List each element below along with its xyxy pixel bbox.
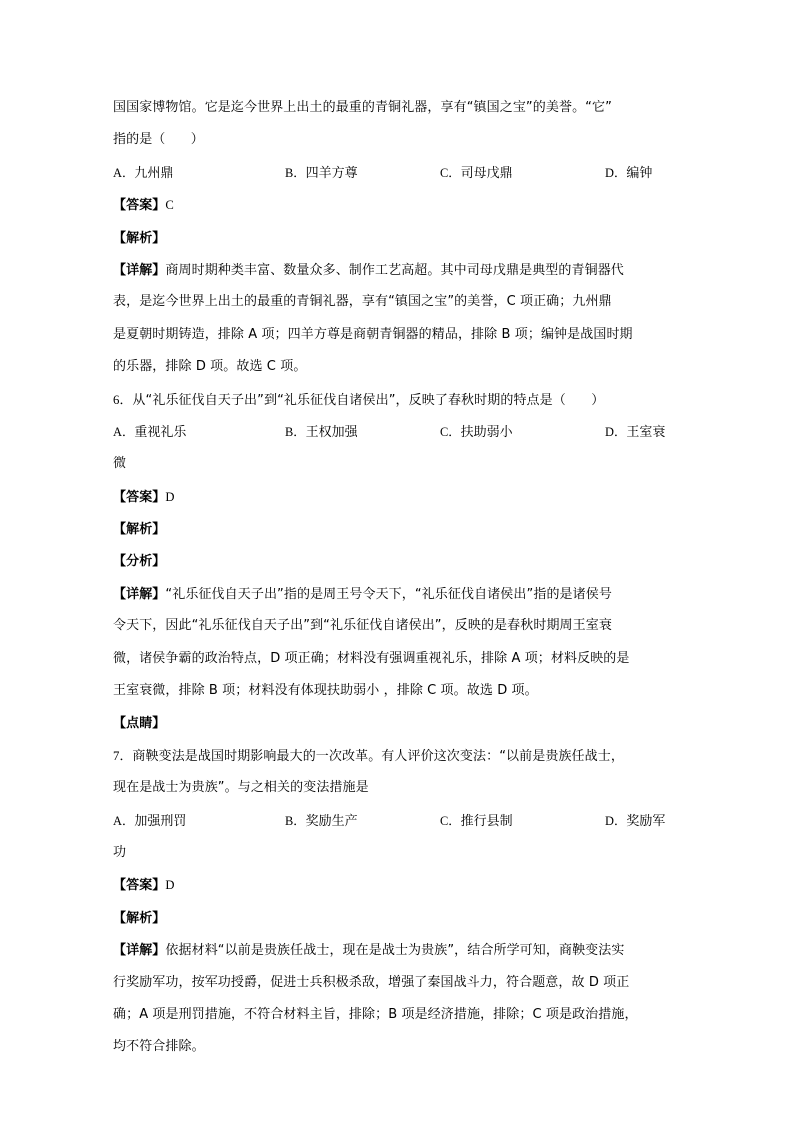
option-d[interactable] bbox=[605, 157, 652, 190]
option-text: 扶助弱小 bbox=[460, 424, 513, 440]
detail-text: 依据材料“以前是贵族任战士，现在是战士为贵族”，结合所学可知，商鞅变法实 bbox=[165, 943, 625, 959]
option-letter: D． bbox=[605, 165, 627, 180]
answer-line bbox=[113, 869, 683, 901]
section-label-text: 【解析】 bbox=[113, 522, 166, 538]
option-a[interactable] bbox=[113, 805, 186, 838]
option-text: 重视礼乐 bbox=[134, 424, 187, 440]
option-text: 王权加强 bbox=[305, 424, 358, 440]
detail-text: 商周时期种类丰富、数量众多、制作工艺高超。其中司母戊鼎是典型的青铜器代 bbox=[165, 262, 624, 278]
option-text: 四羊方尊 bbox=[305, 165, 358, 181]
answer-value: D bbox=[165, 489, 175, 504]
detail-line bbox=[113, 578, 683, 610]
section-label-text: 【解析】 bbox=[113, 910, 166, 926]
detail-line: 行奖励军功，按军功授爵，促进士兵积极杀敌，增强了秦国战斗力，符合题意，故 D 项正 bbox=[113, 974, 630, 990]
section-label-dianjing bbox=[113, 707, 683, 739]
option-letter: B． bbox=[285, 424, 306, 439]
answer-value: C bbox=[165, 198, 174, 213]
option-a[interactable] bbox=[113, 157, 173, 190]
option-letter: B． bbox=[285, 813, 306, 828]
option-a[interactable] bbox=[113, 416, 186, 449]
answer-line bbox=[113, 189, 683, 221]
question-stem-line bbox=[113, 384, 683, 416]
option-letter: D． bbox=[605, 813, 627, 828]
detail-text: “礼乐征伐自天子出”指的是周王号令天下，“礼乐征伐自诸侯出”指的是诸侯号 bbox=[165, 586, 612, 602]
option-wrap-line: 微 bbox=[113, 456, 127, 472]
option-row bbox=[113, 805, 683, 837]
section-label-text: 【点睛】 bbox=[113, 716, 166, 732]
question-number: 7． bbox=[113, 748, 133, 763]
answer-label: 【答案】 bbox=[113, 489, 166, 505]
option-d[interactable] bbox=[605, 416, 665, 449]
question-stem-line bbox=[113, 740, 683, 772]
answer-label: 【答案】 bbox=[113, 878, 166, 894]
detail-line: 表，是迄今世界上出土的最重的青铜礼器，享有“镇国之宝”的美誉，C 项正确；九州鼎 bbox=[113, 294, 612, 310]
detail-line: 微，诸侯争霸的政治特点，D 项正确；材料没有强调重视礼乐，排除 A 项；材料反映的是 bbox=[113, 650, 630, 666]
option-text: 王室衰 bbox=[626, 424, 666, 440]
option-text: 编钟 bbox=[626, 165, 653, 181]
option-letter: C． bbox=[440, 424, 461, 439]
option-letter: C． bbox=[440, 165, 461, 180]
option-text: 加强刑罚 bbox=[134, 813, 187, 829]
option-row bbox=[113, 157, 683, 189]
question-stem-text: 从“礼乐征伐自天子出”到“礼乐征伐自诸侯出”，反映了春秋时期的特点是（ ） bbox=[132, 392, 605, 408]
detail-line: 是夏朝时期铸造，排除 A 项；四羊方尊是商朝青铜器的精品，排除 B 项；编钟是战国时期 bbox=[113, 326, 633, 342]
answer-label: 【答案】 bbox=[113, 198, 166, 214]
option-c[interactable] bbox=[440, 805, 513, 838]
section-label-analysis bbox=[113, 222, 683, 254]
question-stem-text: 商鞅变法是战国时期影响最大的一次改革。有人评价这次变法：“以前是贵族任战士， bbox=[132, 748, 624, 764]
option-b[interactable] bbox=[285, 805, 358, 838]
option-text: 九州鼎 bbox=[134, 165, 174, 181]
option-row bbox=[113, 416, 683, 448]
option-text: 奖励生产 bbox=[305, 813, 358, 829]
option-text: 司母戊鼎 bbox=[460, 165, 513, 181]
document-text-column bbox=[113, 92, 683, 1064]
option-letter: B． bbox=[285, 165, 306, 180]
section-label-analysis bbox=[113, 513, 683, 545]
answer-line bbox=[113, 481, 683, 513]
section-label-fenxi bbox=[113, 545, 683, 577]
option-b[interactable] bbox=[285, 157, 358, 190]
question-stem-line: 国国家博物馆。它是迄今世界上出土的最重的青铜礼器，享有“镇国之宝”的美誉。“它” bbox=[113, 100, 612, 115]
option-wrap-line: 功 bbox=[113, 844, 127, 860]
section-label-text: 【分析】 bbox=[113, 554, 166, 570]
option-letter: D． bbox=[605, 424, 627, 439]
option-c[interactable] bbox=[440, 157, 513, 190]
option-text: 奖励军 bbox=[626, 813, 666, 829]
detail-label: 【详解】 bbox=[113, 262, 166, 278]
option-letter: A． bbox=[113, 424, 135, 439]
option-d[interactable] bbox=[605, 805, 665, 838]
detail-line: 均不符合排除。 bbox=[113, 1039, 205, 1055]
detail-line: 确；A 项是刑罚措施，不符合材料主旨，排除；B 项是经济措施，排除；C 项是政治措施， bbox=[113, 1006, 638, 1022]
option-b[interactable] bbox=[285, 416, 358, 449]
detail-line bbox=[113, 934, 683, 966]
question-stem-line: 指的是（ ） bbox=[113, 132, 204, 148]
detail-line: 王室衰微，排除 B 项；材料没有体现扶助弱小 ，排除 C 项。故选 D 项。 bbox=[113, 683, 538, 699]
detail-label: 【详解】 bbox=[113, 586, 166, 602]
option-text: 推行县制 bbox=[460, 813, 513, 829]
option-letter: A． bbox=[113, 813, 135, 828]
option-c[interactable] bbox=[440, 416, 513, 449]
question-stem-line: 现在是战士为贵族”。与之相关的变法措施是 bbox=[113, 780, 369, 796]
question-number: 6． bbox=[113, 392, 133, 407]
detail-label: 【详解】 bbox=[113, 943, 166, 959]
answer-value: D bbox=[165, 878, 175, 893]
detail-line: 令天下，因此“礼乐征伐自天子出”到“礼乐征伐自诸侯出”，反映的是春秋时期周王室衰 bbox=[113, 618, 612, 634]
detail-line: 的乐器，排除 D 项。故选 C 项。 bbox=[113, 359, 307, 375]
detail-line bbox=[113, 254, 683, 286]
option-letter: C． bbox=[440, 813, 461, 828]
section-label-text: 【解析】 bbox=[113, 230, 166, 246]
section-label-analysis bbox=[113, 902, 683, 934]
option-letter: A． bbox=[113, 165, 135, 180]
